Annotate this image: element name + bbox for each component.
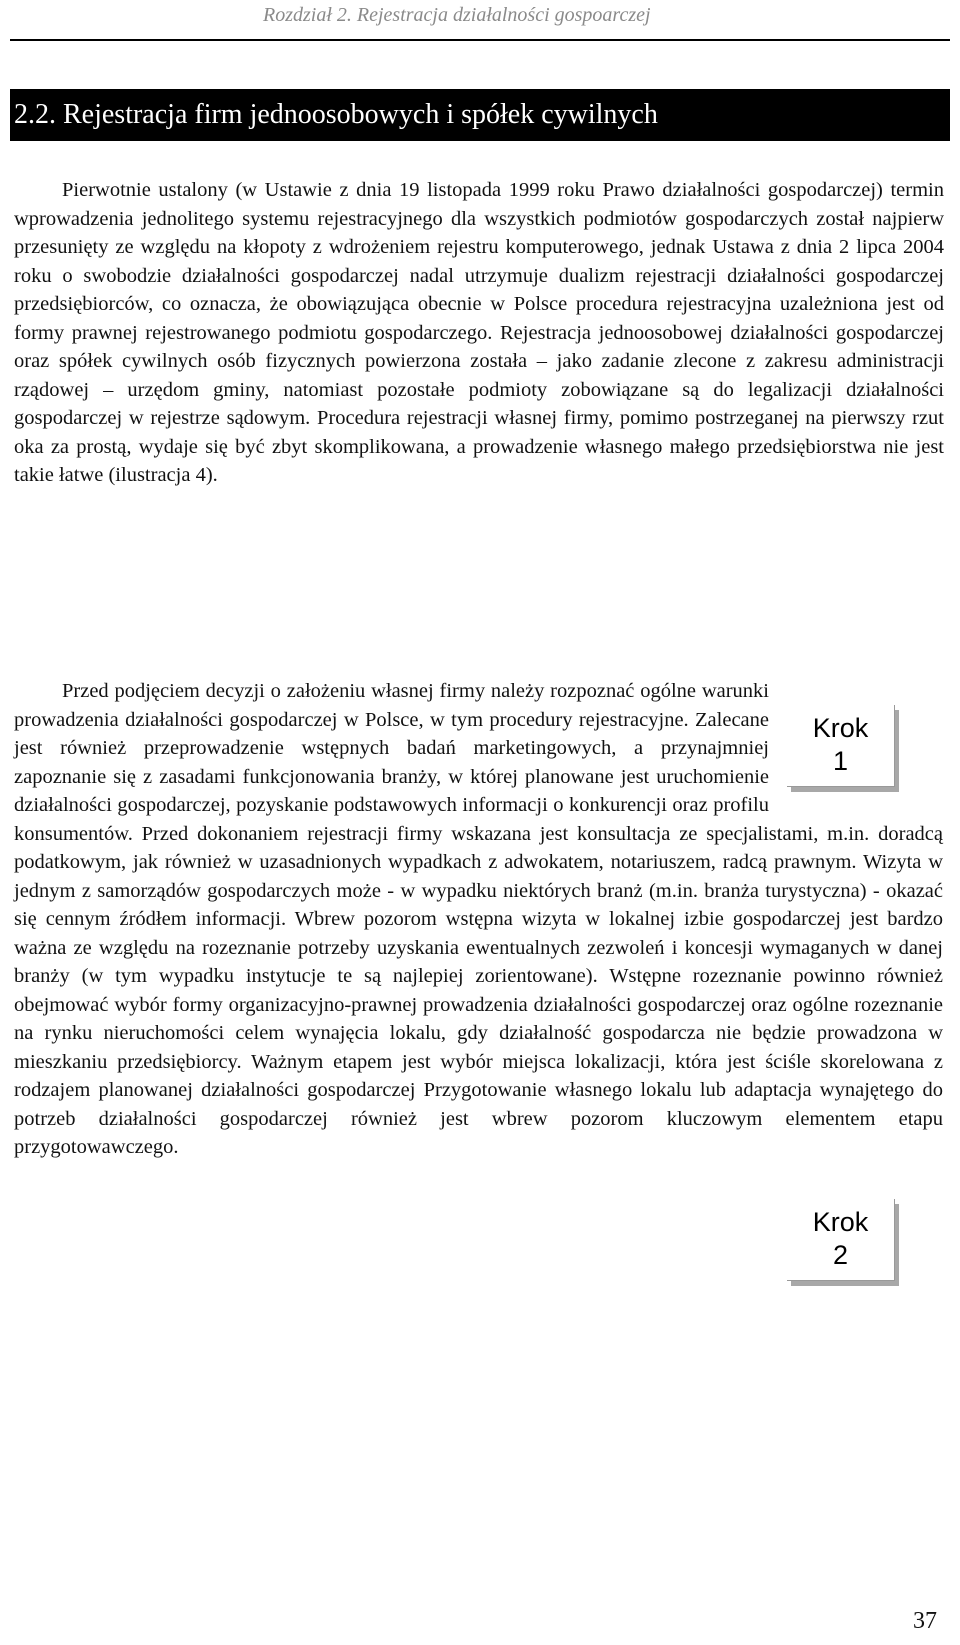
float-block [769, 685, 944, 803]
float-offset [943, 803, 944, 1179]
running-header: Rozdział 2. Rejestracja działalności gospoarczej [263, 4, 651, 26]
float-block [769, 1179, 944, 1297]
step-1-number: 1 [832, 746, 849, 776]
step-1-label: Krok [812, 713, 869, 743]
step-2-number: 2 [832, 1240, 849, 1270]
header-rule [10, 39, 950, 41]
step-2-label: Krok [812, 1207, 869, 1237]
paragraph-registration-history: Pierwotnie ustalony (w Ustawie z dnia 19 listopada 1999 roku Prawo działalności gospodarczej) termin wprowadzenia jednolitego systemu rejestracyjnego dla wszystkich podmiotów gospodarczych został najpierw przesunięty ze względu na kłopoty z wdrożeniem rejestru komputerowego, jednak Ustawa z dnia 2 lipca 2004 roku o swobodzie działalności gospodarczej nadal utrzymuje dualizm rejestracji działalności gospodarczej przedsiębiorców, co oznacza, że obowiązująca obecnie w Polsce procedura rejestracyjna uzależniona jest od formy prawnej rejestrowanego podmiotu gospodarczego. Rejestracja jednoosobowej działalności gospodarczej oraz spółek cywilnych osób fizycznych powierzona została – jako zadanie zlecone z zakresu administracji rządowej – urzędom gminy, natomiast pozostałe podmioty zobowiązane są do legalizacji działalności gospodarczej w rejestrze sądowym. Procedura rejestracji własnej firmy, pomimo postrzeganej na pierwszy rzut oka za prostą, wydaje się być zbyt skomplikowana, a prowadzenie własnego małego przedsiębiorstwa nie jest takie łatwe (ilustracja 4). [14, 179, 944, 486]
paragraph-before-registration: Przed podjęciem decyzji o założeniu własnej firmy należy rozpoznać ogólne warunki prowadzenia działalności gospodarczej w Polsce, w tym procedury rejestracyjne. Zalecane jest również przeprowadzenie wstępnych badań marketingowych, a przynajmniej zapoznanie się z zasadami funkcjonowania branży, w której planowane jest uruchomienie działalności gospodarczej, pozyskanie podstawowych informacji o konkurencji oraz profilu konsumentów. Przed dokonaniem rejestracji firmy wskazana jest konsultacja ze specjalistami, m.in. doradcą podatkowym, jak również w uzasadnionych wypadkach z adwokatem, notariuszem, radcą prawnym. Wizyta w jednym z samorządów gospodarczych może - w wypadku niektórych branż (m.in. branża turystyczna) - okazać się cennym źródłem informacji. Wbrew pozorom wstępna wizyta w lokalnej izbie gospodarczej jest bardzo ważna ze względu na rozeznanie potrzeby uzyskania ewentualnych zezwoleń i koncesji wymaganych w danej branży (w tym wypadku instytucje te są najlepiej zorientowane). Wstępne rozeznanie powinno również obejmować wybór formy organizacyjno-prawnej prowadzenia działalności gospodarczej oraz ogólne rozeznanie na rynku nieruchomości celem wynajęcia lokalu, gdy działalność gospodarcza nie będzie prowadzona w mieszkaniu przedsiębiorcy. Ważnym etapem jest wybór miejsca lokalizacji, która jest ściśle skorelowana z rodzajem planowanej działalności gospodarczej Przygotowanie własnego lokalu lub adaptacja wynajętego do potrzeb działalności gospodarczej również jest wbrew pozorom kluczowym elementem etapu przygotowawczego. [14, 677, 944, 1297]
page-number: 37 [913, 1608, 937, 1634]
section-title: 2.2. Rejestracja firm jednoosobowych i spółek cywilnych [10, 89, 950, 141]
float-offset [943, 677, 944, 685]
